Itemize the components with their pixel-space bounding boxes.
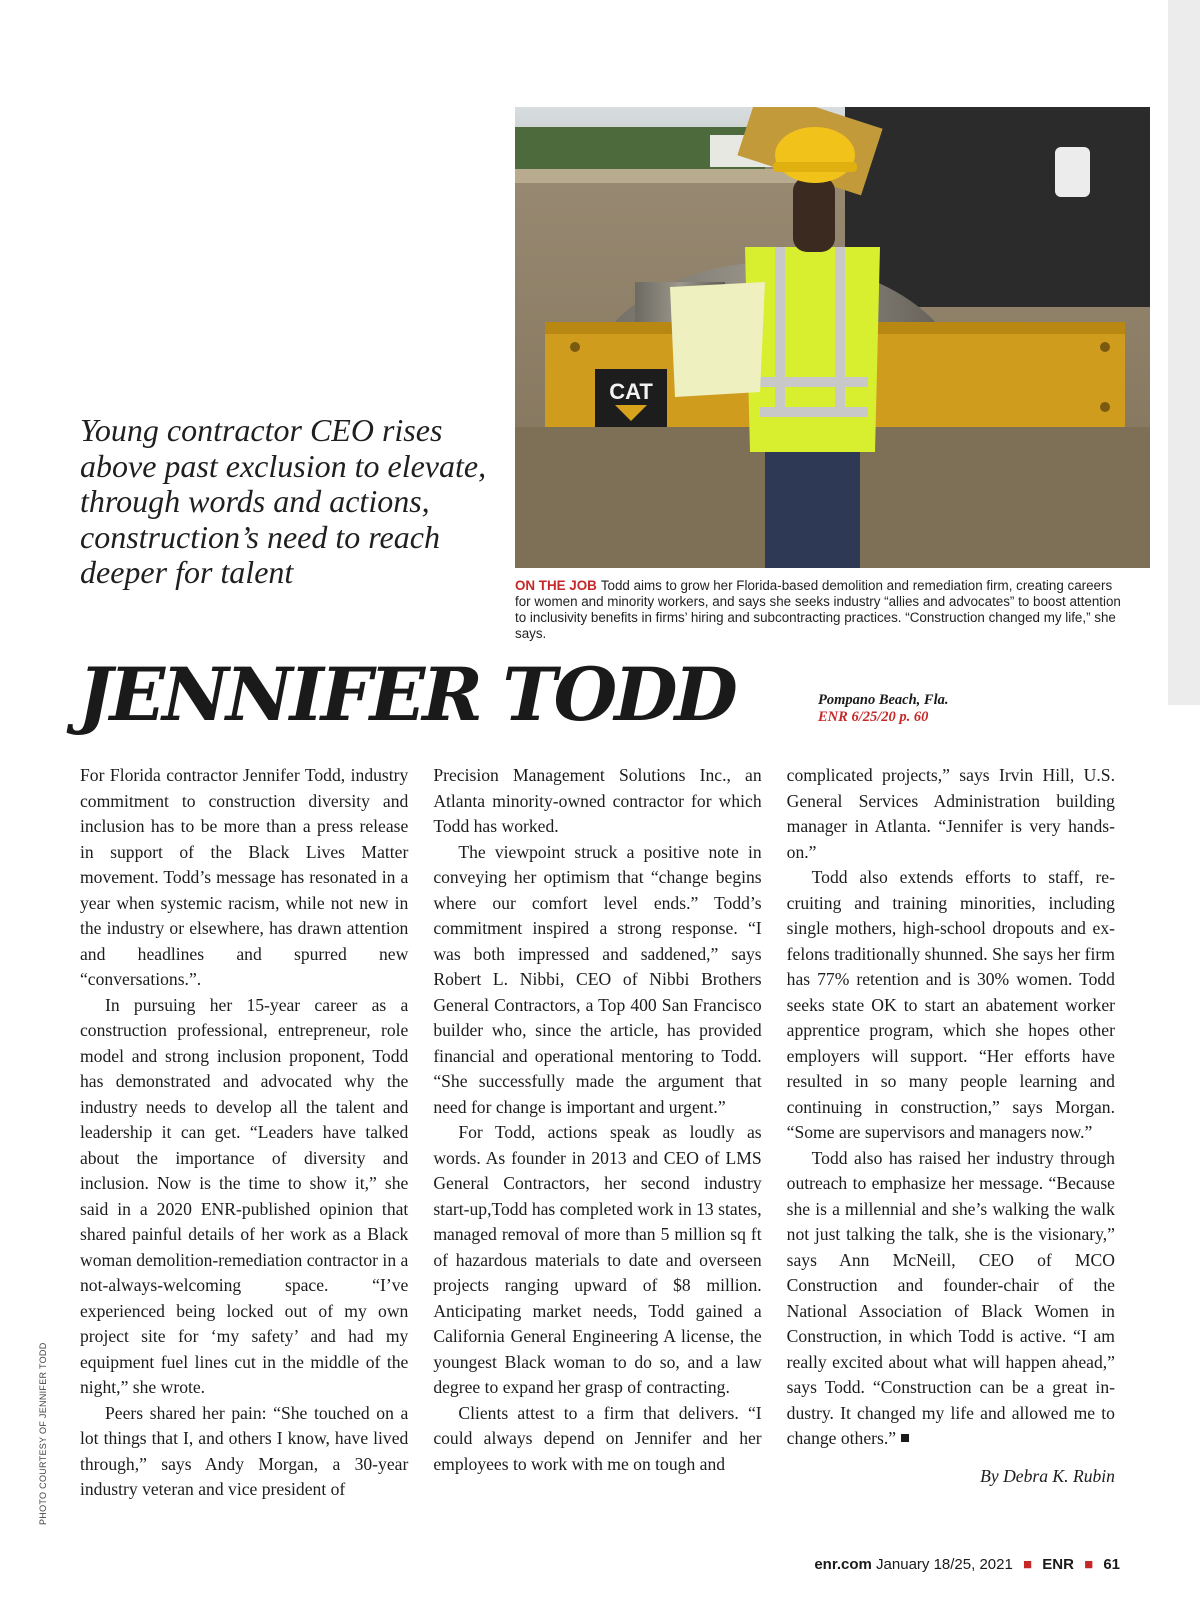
paragraph-text: Todd also has raised her industry through outreach to emphasize her message. “Because she is a millennial and she’s walking the walk not just talking the talk, she is the visionary,” says Ann McNeill, CEO of MCO Construction and founder-chair of the National Association of Black Women in Construction, in which Todd is active. “I am really excited about what will happen ahead,” says Todd. “Construction can be a great industry. It changed my life and allowed me to change others.”	[786, 1147, 1115, 1448]
article-body	[80, 763, 1115, 1525]
end-mark-icon	[901, 1434, 909, 1442]
byline: By Debra K. Rubin	[980, 1465, 1115, 1486]
footer-date: January 18/25, 2021	[876, 1556, 1013, 1573]
body-column-3	[787, 763, 1115, 1525]
cat-badge-text: CAT	[609, 379, 653, 404]
page-edge-tab	[1168, 0, 1200, 705]
body-column-1	[80, 763, 408, 1525]
page-footer	[814, 1556, 1120, 1573]
dateline-reference: ENR 6/25/20 p. 60	[818, 709, 929, 725]
separator-square-icon: ■	[1084, 1556, 1094, 1573]
footer-site: enr.com	[814, 1556, 872, 1573]
paragraph: Precision Management Solutions Inc., an Atlanta minority-owned contractor for which Todd has worked.	[433, 765, 762, 836]
paragraph: For Todd, actions speak as loudly as words. As founder in 2013 and CEO of LMS General Contractors, her second industry start-up,Todd has completed work in 13 states, managed removal of more than 5 million sq ft of hazardous materials to date and overseen projects ranging upward of $8 million. Anticipating market needs, Todd gained a California General Engineering A license, the youngest Black woman to do so, and a law degree to expand her grasp of contracting.	[433, 1122, 762, 1397]
paragraph: Todd also extends efforts to staff, recruiting and training minorities, including single mothers, high-school dropouts and ex-felons traditionally shunned. She says her firm has 77% retention and is 30% women. Todd seeks state OK to start an abatement worker apprentice program, which she hopes other employers will support. “Her efforts have resulted in so many people learning and continuing in construction,” says Morgan. “Some are supervisors and managers now.”	[786, 867, 1115, 1142]
paragraph: Peers shared her pain: “She touched on a lot things that I, and others I know, have lived through,” says Andy Morgan, a 30-year industry veteran and vice president of	[80, 1402, 409, 1499]
paragraph	[787, 1146, 1115, 1452]
paragraph: For Florida contractor Jennifer Todd, industry commitment to construction diversity and inclusion has to be more than a press release in support of the Black Lives Matter movement. Todd’s message has resonated in a year when systemic racism, while not new in the industry or elsewhere, has drawn attention and headlines and spurred new “conversations.”.	[80, 765, 409, 989]
photo-credit: PHOTO COURTESY OF JENNIFER TODD	[38, 1342, 48, 1525]
paragraph: The viewpoint struck a positive note in conveying her optimism that “change begins where our comfort level ends.” Todd’s commitment inspired a strong response. “I was both impressed and saddened,” says Robert L. Nibbi, CEO of Nibbi Brothers General Contractors, a Top 400 San Francisco builder who, since the article, has provided financial and operational mentoring to Todd. “She successfully made the argument that need for change is important and urgent.”	[433, 841, 762, 1117]
body-column-2	[433, 763, 761, 1525]
photo-illustration	[515, 107, 1150, 568]
dateline-place: Pompano Beach, Fla.	[818, 692, 949, 708]
article-headline: JENNIFER TODD	[78, 652, 735, 738]
caption-text: Todd aims to grow her Florida-based demolition and remediation firm, creating careers for women and minority workers, and says she seeks industry “allies and advocates” to boost attention to inclusivity benefits in firms’ hiring and subcontracting practices. “Construction changed my life,” she says.	[515, 578, 1121, 641]
paragraph: complicated projects,” says Irvin Hill, U.S. General Services Administration building manager in Atlanta. “Jennifer is very hands-on.”	[786, 765, 1115, 862]
article-photo	[515, 107, 1150, 568]
caption-kicker: ON THE JOB	[515, 578, 597, 593]
paragraph: In pursuing her 15-year career as a construction professional, entrepreneur, role model and strong inclusion proponent, Todd has demonstrated and advocated why the industry needs to develop all the talent and leadership it can get. “Leaders have talked about the importance of diversity and inclusion. Now is the time to show it,” she said in a 2020 ENR-published opinion that shared painful details of her work as a Black woman demolition-remediation contractor in a not-always-welcoming space. “I’ve experienced being locked out of my own project site for ‘my safety’ and had my equipment fuel lines cut in the middle of the night,” she wrote.	[80, 994, 409, 1397]
photo-caption	[515, 578, 1125, 642]
separator-square-icon: ■	[1023, 1556, 1033, 1573]
dateline	[818, 692, 949, 726]
paragraph: Clients attest to a firm that delivers. “I could always depend on Jennifer and her employees to work with me on tough and	[433, 1402, 762, 1474]
page-number: 61	[1103, 1556, 1120, 1573]
footer-magazine: ENR	[1042, 1556, 1074, 1573]
article-deck: Young contractor CEO rises above past exclusion to elevate, through words and actions, construction’s need to reach deeper for talent	[80, 412, 487, 590]
